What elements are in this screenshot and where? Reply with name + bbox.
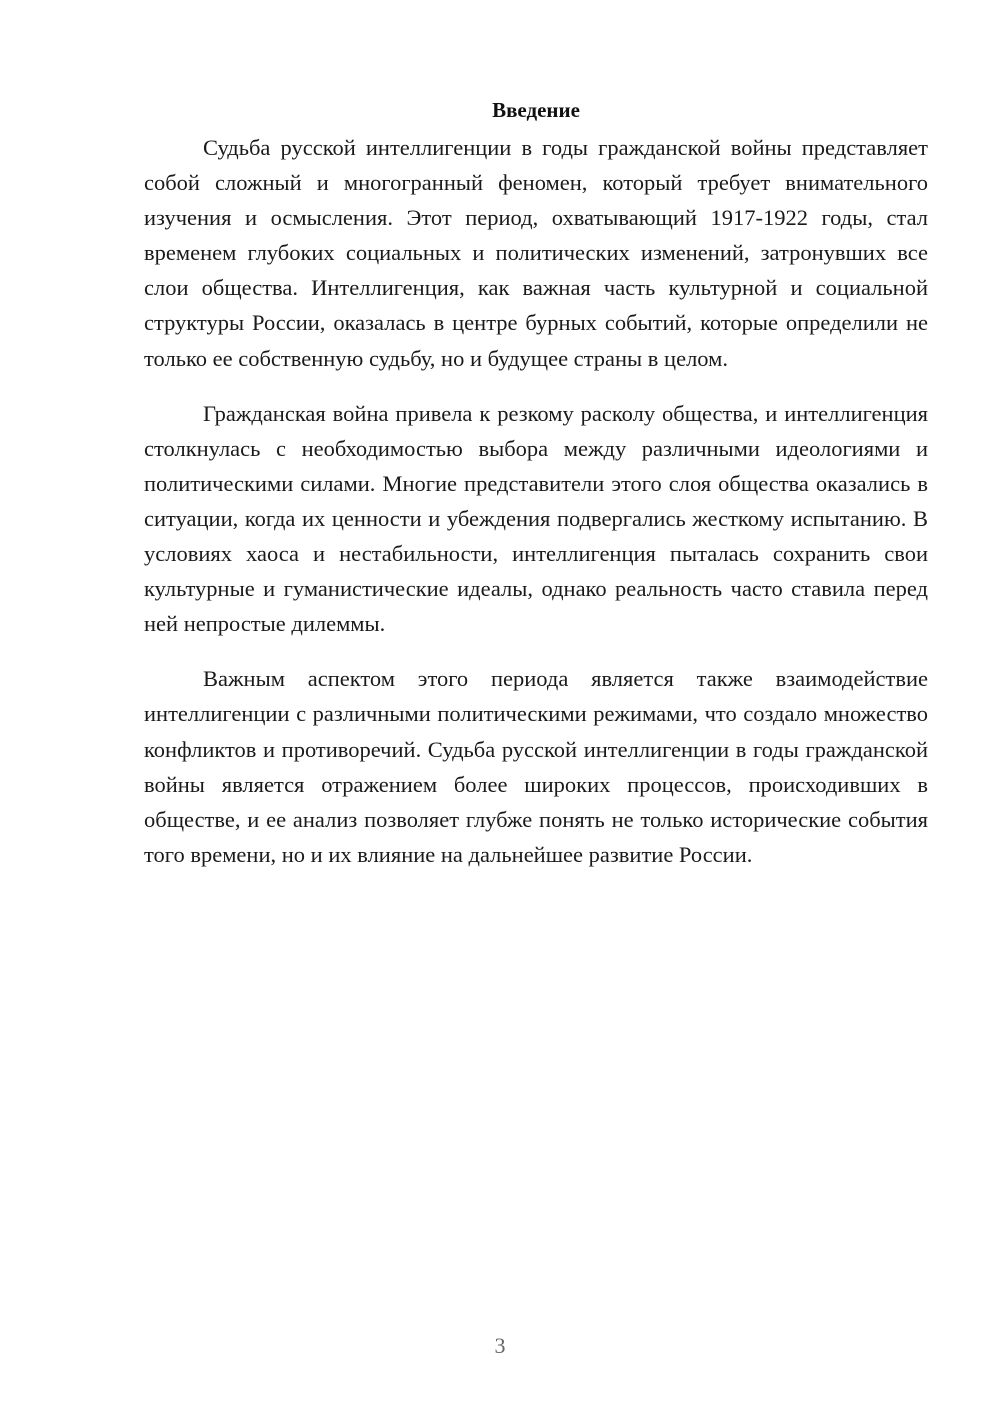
paragraph-1: Судьба русской интеллигенции в годы гражданской войны представляет собой сложный и многогранный феномен, который требует внимательного изучения и осмысления. Этот период, охватывающий 1917-1922 годы, стал временем глубоких социальных и политических изменений, затронувших все слои общества. Интеллигенция, как важная часть культурной и социальной структуры России, оказалась в центре бурных событий, которые определили не только ее собственную судьбу, но и будущее страны в целом. <box>144 135 928 371</box>
section-heading: Введение <box>492 98 580 122</box>
paragraph-2: Гражданская война привела к резкому расколу общества, и интеллигенция столкнулась с необходимостью выбора между различными идеологиями и политическими силами. Многие представители этого слоя общества оказались в ситуации, когда их ценности и убеждения подвергались жесткому испытанию. В условиях хаоса и нестабильности, интеллигенция пыталась сохранить свои культурные и гуманистические идеалы, однако реальность часто ставила перед ней непростые дилеммы. <box>144 400 928 637</box>
paragraph-3: Важным аспектом этого периода является также взаимодействие интеллигенции с различными политическими режимами, что создало множество конфликтов и противоречий. Судьба русской интеллигенции в годы гражданской войны является отражением более широких процессов, происходивших в обществе, и ее анализ позволяет глубже понять не только исторические события того времени, но и их влияние на дальнейшее развитие России. <box>144 666 928 867</box>
page-content <box>144 92 928 892</box>
page-number: 3 <box>494 1333 506 1358</box>
